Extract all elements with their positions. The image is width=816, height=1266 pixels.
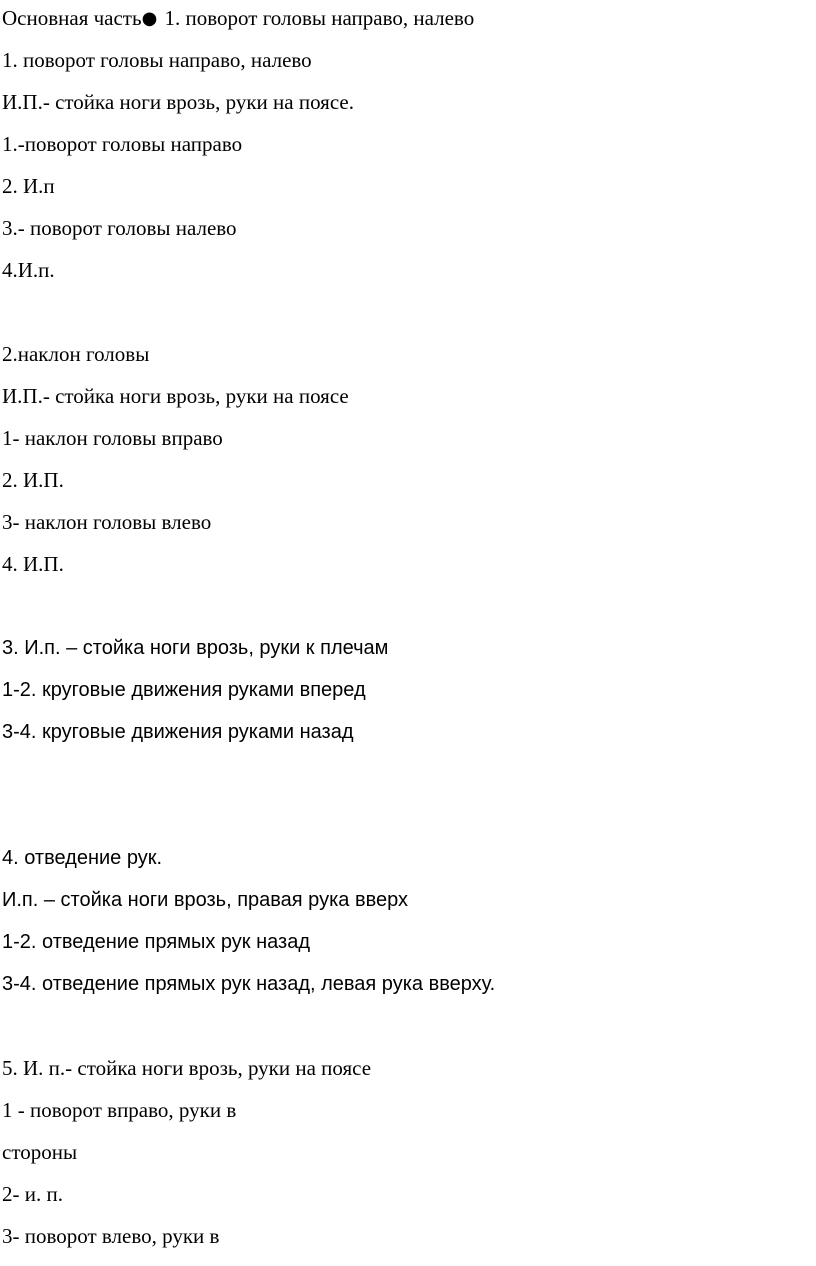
first-item-text: 1. поворот головы направо, налево	[164, 6, 475, 30]
exercise-4-start-position: И.п. – стойка ноги врозь, правая рука вверх	[2, 889, 408, 911]
exercise-1-title: 1. поворот головы направо, налево	[2, 48, 312, 72]
exercise-1-start-position: И.П.- стойка ноги врозь, руки на поясе.	[2, 90, 354, 114]
exercise-4-step: 3-4. отведение прямых рук назад, левая рука вверху.	[2, 973, 496, 995]
part-label: Основная часть	[2, 6, 142, 30]
exercise-4-title: 4. отведение рук.	[2, 847, 163, 869]
exercise-1-step: 1.-поворот головы направо	[2, 132, 243, 156]
bullet-icon: ●	[141, 8, 158, 29]
exercise-5-title: 5. И. п.- стойка ноги врозь, руки на поясе	[2, 1056, 372, 1080]
exercise-2-step: 1- наклон головы вправо	[2, 426, 223, 450]
exercise-4-step: 1-2. отведение прямых рук назад	[2, 931, 310, 953]
exercise-1-step: 2. И.п	[2, 174, 55, 198]
exercise-5-step: 1 - поворот вправо, руки в	[2, 1098, 237, 1122]
exercise-3-title: 3. И.п. – стойка ноги врозь, руки к плечам	[2, 637, 389, 659]
exercise-5-step: 3- поворот влево, руки в	[2, 1224, 220, 1248]
exercise-2-title: 2.наклон головы	[2, 342, 150, 366]
exercise-3-step: 1-2. круговые движения руками вперед	[2, 679, 366, 701]
exercise-2-step: 3- наклон головы влево	[2, 510, 212, 534]
exercise-2-step: 2. И.П.	[2, 468, 64, 492]
exercise-3-step: 3-4. круговые движения руками назад	[2, 721, 354, 743]
main-part-heading	[2, 4, 474, 33]
exercise-2-start-position: И.П.- стойка ноги врозь, руки на поясе	[2, 384, 349, 408]
exercise-2-step: 4. И.П.	[2, 552, 64, 576]
exercise-5-step: 2- и. п.	[2, 1182, 63, 1206]
exercise-1-step: 4.И.п.	[2, 258, 55, 282]
exercise-1-step: 3.- поворот головы налево	[2, 216, 237, 240]
exercise-5-step: стороны	[2, 1140, 78, 1164]
